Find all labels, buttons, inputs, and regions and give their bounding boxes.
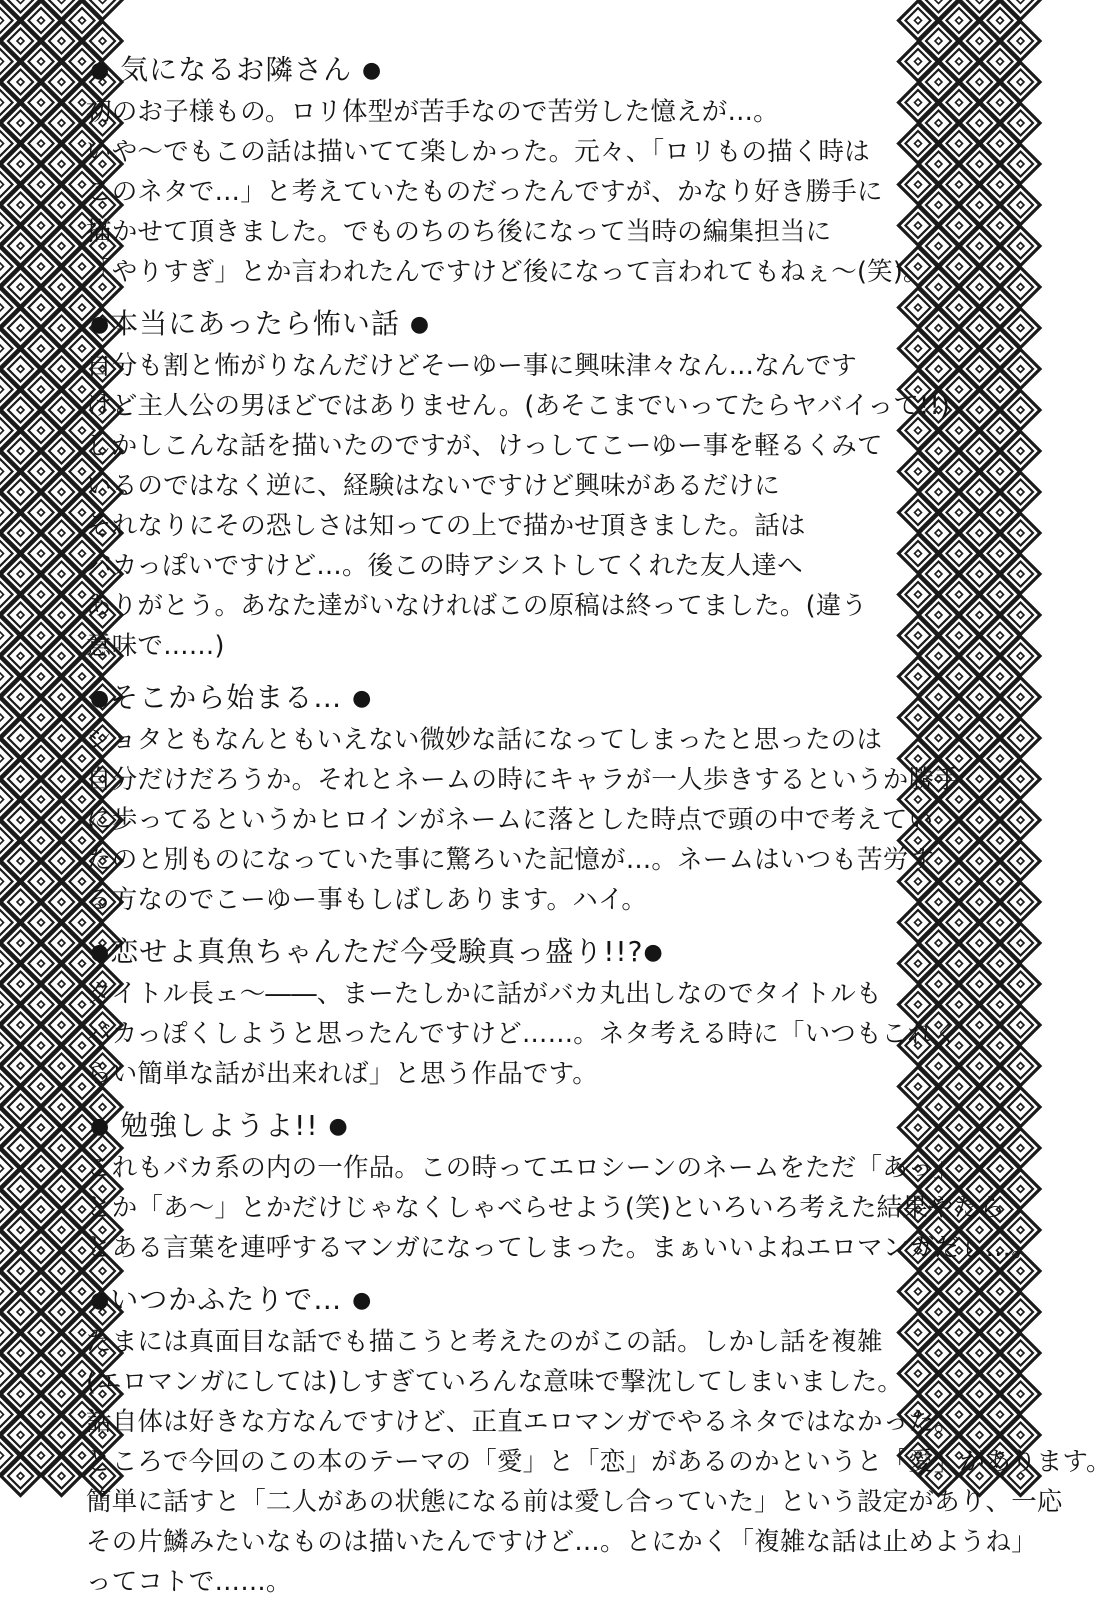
section-kininaru-otonarisan	[86, 48, 929, 292]
section-hontou-ni-attara	[86, 302, 951, 666]
text-line: (エロマンガにしては)しすぎていろんな意味で撃沈してしまいました。	[86, 1367, 903, 1397]
bullet-icon: ●	[352, 686, 373, 711]
bullet-icon: ●	[90, 58, 111, 83]
bullet-icon: ●	[90, 1288, 111, 1313]
section-heading: ●本当にあったら怖い話 ●	[90, 307, 431, 340]
text-line: 話自体は好きな方なんですけど、正直エロマンガでやるネタではなかった。	[86, 1407, 960, 1437]
text-line: たのと別ものになっていた事に驚ろいた記憶が…。ネームはいつも苦労す	[86, 845, 935, 875]
text-line: いるのではなく逆に、経験はないですけど興味があるだけに	[86, 471, 780, 501]
text-line: る方なのでこーゆー事もしばしあります。ハイ。	[86, 885, 648, 915]
text-line: ってコトで……。	[86, 1567, 292, 1597]
text-line: ところで今回のこの本のテーマの「愛」と「恋」があるのかというと「愛」があります。	[86, 1447, 1112, 1477]
bullet-icon: ●	[90, 940, 111, 965]
text-line: 初のお子様もの。ロリ体型が苦手なので苦労した憶えが…。	[86, 97, 779, 127]
text-line: らい簡単な話が出来れば」と思う作品です。	[86, 1059, 598, 1089]
section-heading: ● 気になるお隣さん ●	[90, 53, 383, 86]
section-heading: ● 勉強しようよ!! ●	[90, 1109, 349, 1142]
section-body	[86, 720, 960, 920]
section-benkyou-shiyou-yo	[86, 1104, 1037, 1268]
section-body	[86, 974, 959, 1094]
section-body	[86, 92, 929, 292]
bullet-icon: ●	[352, 1288, 373, 1313]
section-body	[86, 1148, 1037, 1268]
section-itsuka-futari-de	[86, 1278, 1112, 1602]
section-heading: ●そこから始まる… ●	[90, 681, 373, 714]
bullet-icon: ●	[90, 312, 111, 337]
section-koi-seyo-mao-chan	[86, 930, 959, 1094]
text-line: それなりにその恐しさは知っての上で描かせ頂きました。話は	[86, 511, 806, 541]
text-line: バカっぽいですけど…。後この時アシストしてくれた友人達へ	[86, 551, 803, 581]
text-line: たまには真面目な話でも描こうと考えたのがこの話。しかし話を複雑	[86, 1327, 883, 1357]
section-soko-kara-hajimaru	[86, 676, 960, 920]
left-diamond-border	[0, 0, 82, 1450]
text-line: 意味で……)	[86, 631, 225, 661]
text-line: いや～でもこの話は描いてて楽しかった。元々、「ロリもの描く時は	[86, 137, 870, 167]
bullet-icon: ●	[90, 686, 111, 711]
text-line: 描かせて頂きました。でものちのち後になって当時の編集担当に	[86, 217, 832, 247]
text-line: ショタともなんともいえない微妙な話になってしまったと思ったのは	[86, 725, 883, 755]
text-line: ありがとう。あなた達がいなければこの原稿は終ってました。(違う	[86, 591, 868, 621]
text-line: けど主人公の男ほどではありません。(あそこまでいってたらヤバイって!!)	[86, 391, 951, 421]
text-line: とか「あ～」とかだけじゃなくしゃべらせよう(笑)といろいろ考えた結果やたら	[86, 1193, 1006, 1223]
text-line: 「やりすぎ」とか言われたんですけど後になって言われてもねぇ～(笑)。	[86, 257, 929, 287]
text-line: これもバカ系の内の一作品。この時ってエロシーンのネームをただ「あっ」	[86, 1153, 960, 1183]
section-heading: ●いつかふたりで… ●	[90, 1283, 373, 1316]
text-line: とある言葉を連呼するマンガになってしまった。まぁいいよねエロマンガだし…。	[86, 1233, 1037, 1263]
section-body	[86, 1322, 1112, 1602]
text-line: タイトル長ェ～――、まーたしかに話がバカ丸出しなのでタイトルも	[86, 979, 882, 1009]
text-line: このネタで…」と考えていたものだったんですが、かなり好き勝手に	[86, 177, 883, 207]
bullet-icon: ●	[643, 940, 664, 965]
text-line: しかしこんな話を描いたのですが、けっしてこーゆー事を軽るくみて	[86, 431, 883, 461]
text-line: 自分だけだろうか。それとネームの時にキャラが一人歩きするというか勝手	[86, 765, 960, 795]
text-line: バカっぽくしようと思ったんですけど……。ネタ考える時に「いつもこれく	[86, 1019, 959, 1049]
bullet-icon: ●	[328, 1114, 349, 1139]
bullet-icon: ●	[409, 312, 431, 337]
text-line: その片鱗みたいなものは描いたんですけど…。とにかく「複雑な話は止めようね」	[86, 1527, 1037, 1557]
bullet-icon: ●	[90, 1114, 111, 1139]
section-heading: ●恋せよ真魚ちゃんただ今受験真っ盛り!!?●	[90, 935, 664, 968]
afterword-text	[86, 48, 1112, 1597]
section-body	[86, 346, 951, 666]
bullet-icon: ●	[362, 58, 383, 83]
text-line: 自分も割と怖がりなんだけどそーゆー事に興味津々なん…なんです	[86, 351, 858, 381]
text-line: に歩ってるというかヒロインがネームに落とした時点で頭の中で考えてい	[86, 805, 934, 835]
text-line: 簡単に話すと「二人があの状態になる前は愛し合っていた」という設定があり、一応	[86, 1487, 1063, 1517]
